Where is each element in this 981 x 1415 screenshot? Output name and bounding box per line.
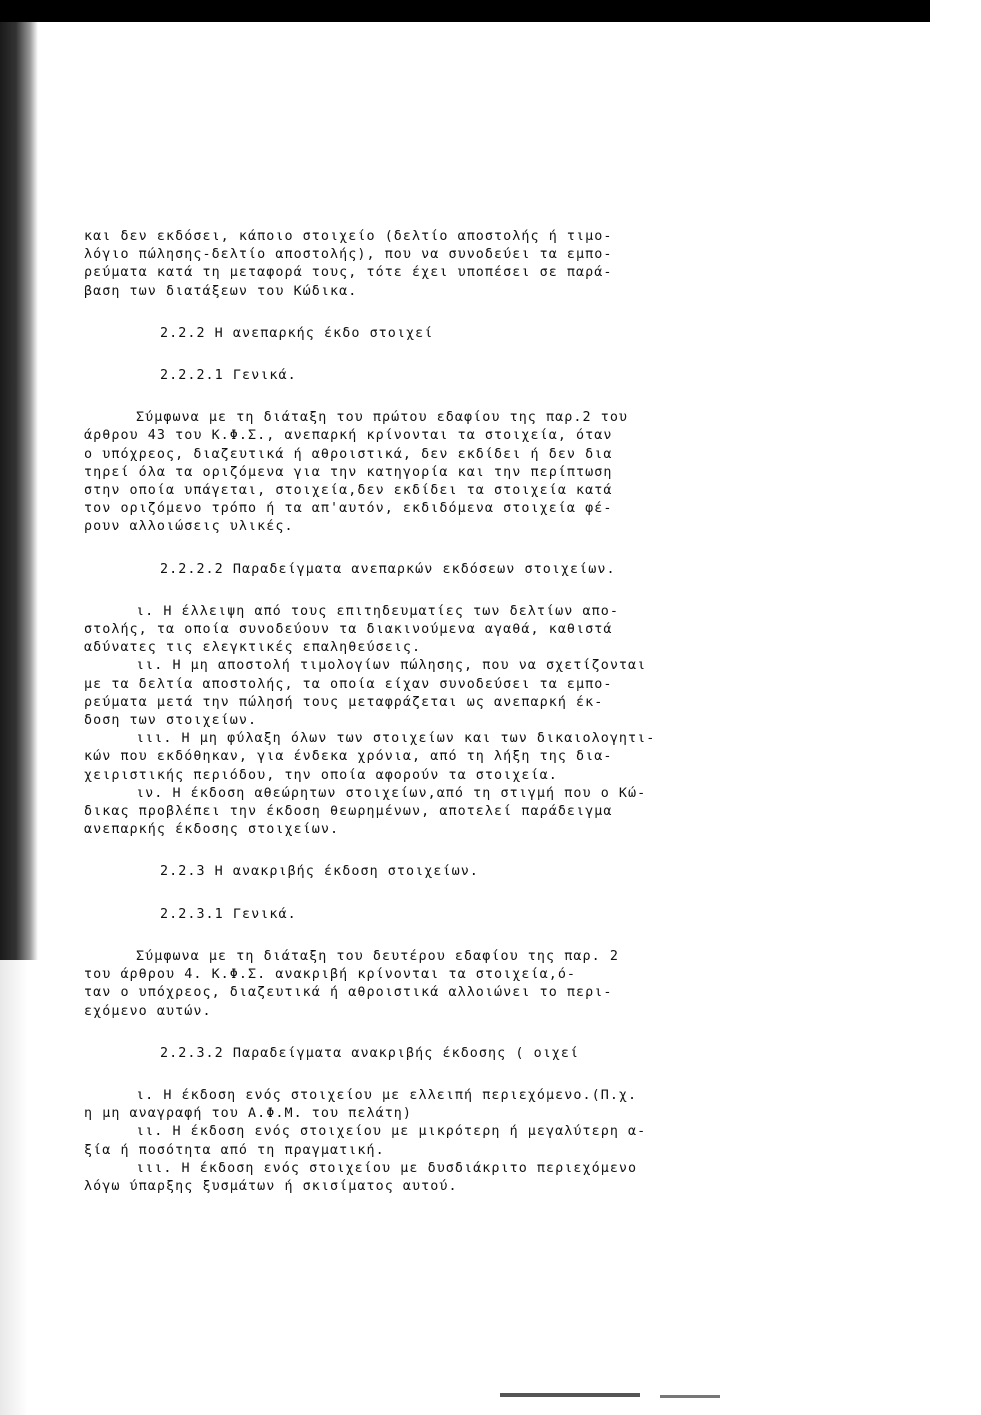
paragraph-2-2-2-1: [84, 409, 824, 536]
list-item: με τα δελτία αποστολής, τα οποία είχαν συνοδεύσει τα εμπο-: [84, 676, 613, 692]
list-item: κών που εκδόθηκαν, για ένδεκα χρόνια, από τη λήξη της δια-: [84, 749, 613, 765]
text-line: ρεύματα κατά τη μεταφορά τους, τότε έχει υποπέσει σε παρά-: [84, 265, 613, 281]
text-line: εχόμενο αυτών.: [84, 1003, 212, 1019]
list-item: ξία ή ποσότητα από τη πραγματική.: [84, 1142, 385, 1158]
scan-bottom-mark-2: [660, 1395, 720, 1398]
list-item: λόγω ύπαρξης ξυσμάτων ή σκισίματος αυτού.: [84, 1178, 458, 1194]
section-heading-2-2-2: 2.2.2 Η ανεπαρκής έκδο στοιχεί: [160, 325, 434, 341]
list-item: ιιι. Η μη φύλαξη όλων των στοιχείων και των δικαιολογητι-: [136, 731, 656, 747]
examples-list-2-2-2-2: [84, 603, 824, 840]
list-item: ιι. Η έκδοση ενός στοιχείου με μικρότερη ή μεγαλύτερη α-: [136, 1124, 647, 1140]
paragraph-2-2-3-1: [84, 948, 824, 1021]
list-item: ιι. Η μη αποστολή τιμολογίων πώλησης, που να σχετίζονται: [136, 658, 647, 674]
document-page: [84, 228, 824, 1196]
intro-paragraph: [84, 228, 824, 301]
text-line: ρουν αλλοιώσεις υλικές.: [84, 519, 294, 535]
list-item: δοση των στοιχείων.: [84, 713, 258, 729]
text-line: τηρεί όλα τα οριζόμενα για την κατηγορία και την περίπτωση: [84, 464, 613, 480]
scan-bottom-mark: [500, 1393, 640, 1397]
text-line: ταν ο υπόχρεος, διαζευτικά ή αθροιστικά αλλοιώνει το περι-: [84, 985, 613, 1001]
list-item: δικας προβλέπει την έκδοση θεωρημένων, αποτελεί παράδειγμα: [84, 804, 613, 820]
section-heading-2-2-3: 2.2.3 Η ανακριβής έκδοση στοιχείων.: [160, 864, 479, 880]
text-line: άρθρου 43 του Κ.Φ.Σ., ανεπαρκή κρίνονται τα στοιχεία, όταν: [84, 428, 613, 444]
text-line: Σύμφωνα με τη διάταξη του πρώτου εδαφίου της παρ.2 του: [136, 410, 629, 426]
list-item: ι. Η έκδοση ενός στοιχείου με ελλειπή περιεχόμενο.(Π.χ.: [136, 1087, 638, 1103]
list-item: η μη αναγραφή του Α.Φ.Μ. του πελάτη): [84, 1106, 413, 1122]
list-item: ι. Η έλλειψη από τους επιτηδευματίες των δελτίων απο-: [136, 603, 619, 619]
scan-top-edge: [0, 0, 930, 22]
list-item: ιιι. Η έκδοση ενός στοιχείου με δυσδιάκριτο περιεχόμενο: [136, 1160, 638, 1176]
text-line: στην οποία υπάγεται, στοιχεία,δεν εκδίδει τα στοιχεία κατά: [84, 483, 613, 499]
text-line: λόγιο πώλησης-δελτίο αποστολής), που να συνοδεύει τα εμπο-: [84, 247, 613, 263]
list-item: αδύνατες τις ελεγκτικές επαληθεύσεις.: [84, 640, 422, 656]
text-line: του άρθρου 4. Κ.Φ.Σ. ανακριβή κρίνονται τα στοιχεία,ό-: [84, 967, 577, 983]
section-heading-2-2-2-1: 2.2.2.1 Γενικά.: [160, 368, 297, 384]
list-item: ανεπαρκής έκδοσης στοιχείων.: [84, 822, 340, 838]
text-line: ο υπόχρεος, διαζευτικά ή αθροιστικά, δεν εκδίδει ή δεν δια: [84, 446, 613, 462]
section-heading-2-2-3-2: 2.2.3.2 Παραδείγματα ανακριβής έκδοσης ( οιχεί: [160, 1045, 580, 1061]
list-item: ρεύματα μετά την πώλησή τους μεταφράζεται ως ανεπαρκή έκ-: [84, 694, 604, 710]
scan-left-edge-shadow: [0, 22, 38, 960]
list-item: στολής, τα οποία συνοδεύουν τα διακινούμενα αγαθά, καθιστά: [84, 622, 613, 638]
section-heading-2-2-3-1: 2.2.3.1 Γενικά.: [160, 906, 297, 922]
text-line: βαση των διατάξεων του Κώδικα.: [84, 283, 358, 299]
list-item: ιν. Η έκδοση αθεώρητων στοιχείων,από τη στιγμή που ο Κώ-: [136, 785, 647, 801]
list-item: χειριστικής περιόδου, την οποία αφορούν τα στοιχεία.: [84, 767, 558, 783]
scan-left-edge-light: [0, 960, 28, 1415]
examples-list-2-2-3-2: [84, 1087, 824, 1196]
text-line: Σύμφωνα με τη διάταξη του δευτέρου εδαφίου της παρ. 2: [136, 948, 619, 964]
section-heading-2-2-2-2: 2.2.2.2 Παραδείγματα ανεπαρκών εκδόσεων στοιχείων.: [160, 561, 616, 577]
text-line: και δεν εκδόσει, κάποιο στοιχείο (δελτίο αποστολής ή τιμο-: [84, 229, 613, 244]
text-line: τον οριζόμενο τρόπο ή τα απ'αυτόν, εκδιδόμενα στοιχεία φέ-: [84, 501, 613, 517]
